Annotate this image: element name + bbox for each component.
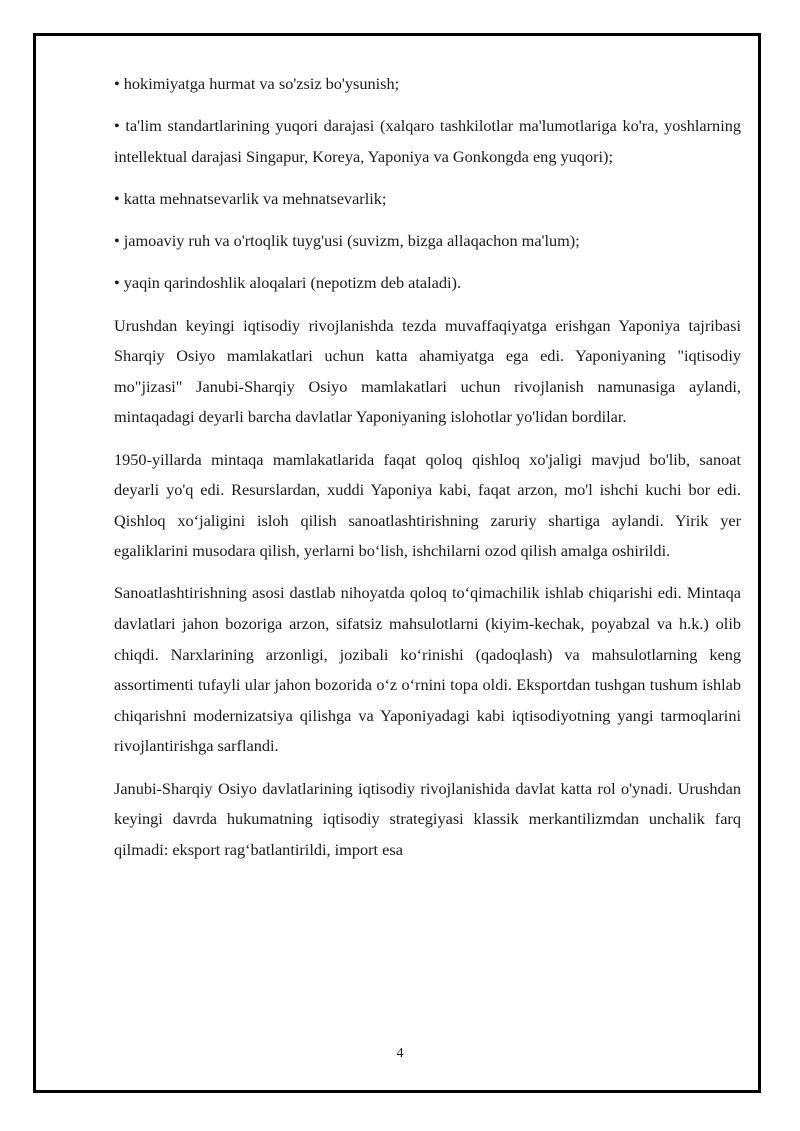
paragraph: Urushdan keyingi iqtisodiy rivojlanishda tezda muvaffaqiyatga erishgan Yaponiya tajribasi Sharqiy Osiyo mamlakatlari uchun katta ahamiyatga ega edi. Yaponiyaning "iqtisodiy mo"jizasi" Janubi-Sharqiy Osiyo mamlakatlari uchun rivojlanish namunasiga aylandi, mintaqadagi deyarli barcha davlatlar Yaponiyaning islohotlar yo'lidan bordilar. (114, 315, 741, 427)
bullet-item: • yaqin qarindoshlik aloqalari (nepotizm deb ataladi). (114, 273, 462, 293)
paragraph: 1950-yillarda mintaqa mamlakatlarida faqat qoloq qishloq xo'jaligi mavjud bo'lib, sanoat deyarli yo'q edi. Resurslardan, xuddi Yaponiya kabi, faqat arzon, mo'l ishchi kuchi bor edi. Qishloq xo‘jaligini isloh qilish sanoatlashtirishning zaruriy shartiga aylandi. Yirik yer egaliklarini musodara qilish, yerlarni bo‘lish, ishchilarni ozod qilish amalga oshirildi. (114, 449, 741, 561)
paragraph: Sanoatlashtirishning asosi dastlab nihoyatda qoloq to‘qimachilik ishlab chiqarishi edi. Mintaqa davlatlari jahon bozoriga arzon, sifatsiz mahsulotlarni (kiyim-kechak, poyabzal va h.k.) olib chiqdi. Narxlarining arzonligi, jozibali ko‘rinishi (qadoqlash) va mahsulotlarning keng assortimenti tufayli ular jahon bozorida o‘z o‘rnini topa oldi. Eksportdan tushgan tushum ishlab chiqarishni modernizatsiya qilishga va Yaponiyadagi kabi iqtisodiyotning yangi tarmoqlarini rivojlantirishga sarflandi. (114, 583, 741, 756)
bullet-item: • ta'lim standartlarining yuqori darajasi (xalqaro tashkilotlar ma'lumotlariga ko'ra, yoshlarning intellektual darajasi Singapur, Koreya, Yaponiya va Gonkongda eng yuqori); (114, 116, 741, 166)
paragraph: Janubi-Sharqiy Osiyo davlatlarining iqtisodiy rivojlanishida davlat katta rol o'ynadi. Urushdan keyingi davrda hukumatning iqtisodiy strategiyasi klassik merkantilizmdan unchalik farq qilmadi: eksport rag‘batlantirildi, import esa (114, 778, 741, 859)
document-body (114, 69, 741, 877)
bullet-item: • jamoaviy ruh va o'rtoqlik tuyg'usi (suvizm, bizga allaqachon ma'lum); (114, 231, 580, 251)
bullet-item: • hokimiyatga hurmat va so'zsiz bo'ysunish; (114, 74, 400, 93)
page-number: 4 (396, 1046, 404, 1061)
bullet-item: • katta mehnatsevarlik va mehnatsevarlik; (114, 188, 387, 208)
